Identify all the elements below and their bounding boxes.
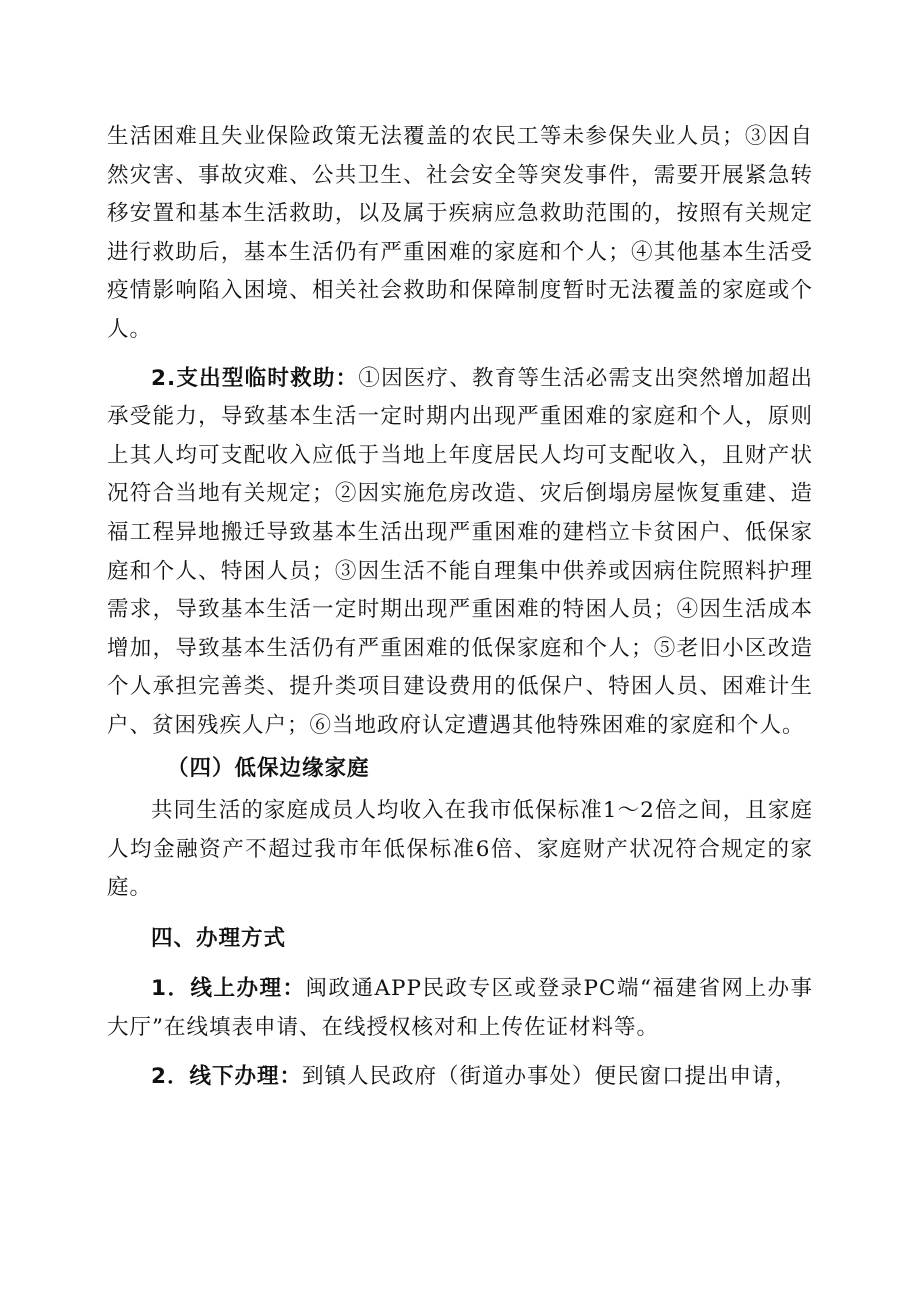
section-heading-application-method: 四、办理方式 <box>151 925 287 951</box>
paragraph-marginal-family: 共同生活的家庭成员人均收入在我市低保标准1～2倍之间，且家庭人均金融资产不超过我市年低保标准6倍、家庭财产状况符合规定的家庭。 <box>107 798 813 901</box>
paragraph-offline-application <box>107 1058 813 1097</box>
online-application-text: 闽政通APP民政专区或登录PC端“福建省网上办事大厅”在线填表申请、在线授权核对和上传佐证材料等。 <box>107 976 814 1041</box>
expenditure-relief-label: 2.支出型临时救助： <box>151 365 359 391</box>
offline-application-label: 2．线下办理： <box>151 1063 302 1089</box>
paragraph-continuation: 生活困难且失业保险政策无法覆盖的农民工等未参保失业人员；③因自然灾害、事故灾难、公共卫生、社会安全等突发事件，需要开展紧急转移安置和基本生活救助，以及属于疾病应急救助范围的，按照有关规定进行救助后，基本生活仍有严重困难的家庭和个人；④其他基本生活受疫情影响陷入困境、相关社会救助和保障制度暂时无法覆盖的家庭或个人。 <box>107 124 813 342</box>
paragraph-online-application <box>107 970 813 1047</box>
paragraph-expenditure-relief <box>107 360 813 746</box>
offline-application-text: 到镇人民政府（街道办事处）便民窗口提出申请， <box>301 1063 797 1089</box>
section-heading-marginal-family: （四）低保边缘家庭 <box>167 755 370 781</box>
online-application-label: 1．线上办理： <box>151 976 306 1002</box>
document-body <box>107 118 813 1096</box>
expenditure-relief-text: ①因医疗、教育等生活必需支出突然增加超出承受能力，导致基本生活一定时期内出现严重困难的家庭和个人，原则上其人均可支配收入应低于当地上年度居民人均可支配收入，且财产状况符合当地有关规定；②因实施危房改造、灾后倒塌房屋恢复重建、造福工程异地搬迁导致基本生活出现严重困难的建档立卡贫困户、低保家庭和个人、特困人员；③因生活不能自理集中供养或因病住院照料护理需求，导致基本生活一定时期出现严重困难的特困人员；④因生活成本增加，导致基本生活仍有严重困难的低保家庭和个人；⑤老旧小区改造个人承担完善类、提升类项目建设费用的低保户、特困人员、困难计生户、贫困残疾人户；⑥当地政府认定遭遇其他特殊困难的家庭和个人。 <box>107 365 813 738</box>
